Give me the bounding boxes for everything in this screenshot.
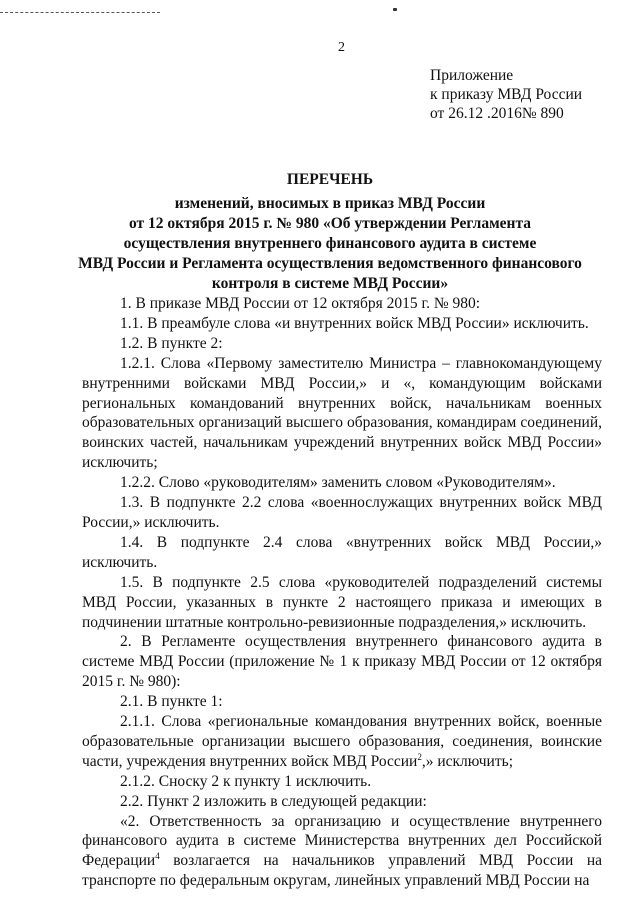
paragraph-2-2: 2.2. Пункт 2 изложить в следующей редакции: [120,792,427,810]
paragraph-2-1-1-text: 2.1.1. Слова «региональные командования внутренних войск, военные образовательные организации высшего образования, соединения, воинские части, учреждения внутренних войск МВД России [82,713,602,770]
title-line-1: изменений, вносимых в приказ МВД России [174,195,486,212]
paragraph-1-2-1: 1.2.1. Слова «Первому заместителю Министра – главнокомандующему внутренними войсками МВД России,» и «, командующим войсками региональных командований внутренних войск, начальникам военных образовательных организаций высшего образования, командирам соединений, воинских частей, начальникам учреждений внутренних войск МВД России» исключить; [82,354,602,472]
paragraph-2: 2. В Регламенте осуществления внутреннего финансового аудита в системе МВД России (приложение № 1 к приказу МВД России от 12 октября 2015 г. № 980): [82,633,602,691]
title-line-3: осуществления внутреннего финансового аудита в системе [123,235,537,252]
footnote-ref-2: 2 [417,751,422,762]
document-title [60,170,600,294]
paragraph-2-1-1-tail: ,» исключить; [421,752,513,770]
paragraph-2-1-1 [82,712,602,772]
title-heading: ПЕРЕЧЕНЬ [286,171,374,188]
document-body [82,294,602,891]
paragraph-1-3: 1.3. В подпункте 2.2 слова «военнослужащих внутренних войск МВД России,» исключить. [82,494,602,531]
paragraph-1-2: 1.2. В пункте 2: [120,334,223,352]
scan-edge-mark [0,12,160,15]
appendix-line-3: от 26.12 .2016№ 890 [430,105,564,122]
paragraph-2-2-quote [82,812,602,892]
paragraph-1-2-2: 1.2.2. Слово «руководителям» заменить словом «Руководителям». [120,474,556,492]
paragraph-2-1: 2.1. В пункте 1: [120,693,223,711]
footnote-ref-4: 4 [155,851,160,862]
page-number: 2 [338,40,345,55]
paragraph-1-4: 1.4. В подпункте 2.4 слова «внутренних войск МВД России,» исключить. [82,533,602,571]
quote-text: «2. Ответственность за организацию и осуществление внутреннего финансового аудита в системе Министерства внутренних дел Российской Федерации [82,812,602,870]
paragraph-1-5: 1.5. В подпункте 2.5 слова «руководителей подразделений системы МВД России, указанных в пункте 2 настоящего приказа и имеющих в подчинении штатные контрольно-ревизионные подразделения,» исключить. [82,573,602,631]
appendix-block [430,66,582,123]
title-line-5: контроля в системе МВД России» [211,275,449,292]
paragraph-2-1-2: 2.1.2. Сноску 2 к пункту 1 исключить. [120,772,372,790]
paragraph-1-1: 1.1. В преамбуле слова «и внутренних войск МВД России» исключить. [120,314,589,332]
scan-dot-mark [393,8,397,11]
appendix-line-1: Приложение [430,67,514,84]
title-line-2: от 12 октября 2015 г. № 980 «Об утверждении Регламента [128,215,532,232]
title-line-4: МВД России и Регламента осуществления ведомственного финансового [78,255,582,272]
paragraph-1: 1. В приказе МВД России от 12 октября 2015 г. № 980: [120,295,481,312]
quote-tail: возлагается на начальников управлений МВД России на транспорте по федеральным округам, линейных управлений МВД России на [82,852,602,890]
appendix-line-2: к приказу МВД России [430,86,583,103]
